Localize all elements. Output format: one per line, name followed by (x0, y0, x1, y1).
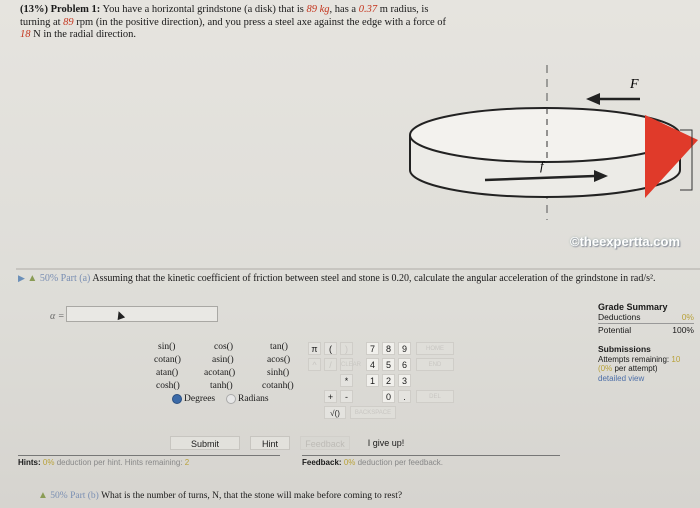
tanh-button[interactable]: tanh() (210, 381, 233, 391)
rpm-value: 89 (63, 16, 74, 28)
give-up-button[interactable]: I give up! (367, 438, 405, 448)
grade-summary (598, 302, 694, 335)
pi-key[interactable]: π (308, 342, 321, 355)
part-a-divider (16, 268, 700, 270)
clear-key[interactable]: CLEAR (340, 358, 353, 371)
radians-option[interactable] (226, 394, 269, 404)
minus-key[interactable]: - (340, 390, 353, 403)
hints-text: deduction per hint. Hints remaining: (56, 458, 183, 467)
hints-label: Hints: (18, 458, 41, 467)
asin-button[interactable]: asin() (212, 355, 234, 365)
key-3[interactable]: 3 (398, 374, 411, 387)
degrees-label: Degrees (184, 394, 216, 405)
submissions-panel (598, 345, 698, 383)
feedback-text: deduction per feedback. (357, 458, 444, 467)
problem-statement (20, 4, 450, 42)
per-attempt-text: per attempt) (614, 364, 658, 373)
key-8[interactable]: 8 (382, 342, 395, 355)
sinh-button[interactable]: sinh() (267, 368, 290, 378)
home-key[interactable]: HOME (416, 342, 454, 355)
grade-summary-title: Grade Summary (598, 302, 668, 312)
times-key[interactable]: * (340, 374, 353, 387)
submissions-title: Submissions (598, 344, 651, 354)
cos-button[interactable]: cos() (214, 342, 233, 352)
submit-button[interactable]: Submit (170, 436, 240, 450)
grade-divider (598, 323, 694, 324)
part-b-text: What is the number of turns, N, that the stone will make before coming to rest? (101, 491, 403, 501)
attempts-row (598, 355, 698, 365)
plus-key[interactable]: + (324, 390, 337, 403)
part-b-warning-icon: ▲ (38, 490, 48, 501)
deductions-row (598, 312, 694, 322)
force-value: 18 (20, 29, 31, 40)
problem-text-3: m radius, is turning at (20, 4, 429, 28)
expand-triangle-icon[interactable]: ▶ (18, 273, 25, 283)
attempts-label: Attempts remaining: (598, 354, 670, 364)
caret-key[interactable]: ^ (308, 358, 321, 371)
degrees-radio[interactable] (172, 394, 182, 404)
key-2[interactable]: 2 (382, 374, 395, 387)
cosh-button[interactable]: cosh() (156, 381, 180, 391)
part-b-percent: 50% (50, 491, 68, 501)
end-key[interactable]: END (416, 358, 454, 371)
part-b-label: Part (b) (70, 491, 99, 501)
cotanh-button[interactable]: cotanh() (262, 381, 294, 391)
problem-text-1: You have a horizontal grindstone (a disk) that is (102, 4, 304, 15)
key-1[interactable]: 1 (366, 374, 379, 387)
feedback-label: Feedback: (302, 458, 342, 467)
hint-button[interactable]: Hint (250, 436, 290, 450)
problem-text-2: , has a (329, 4, 357, 15)
key-0[interactable]: 0 (382, 390, 395, 403)
sin-button[interactable]: sin() (158, 342, 176, 352)
acos-button[interactable]: acos() (267, 355, 291, 365)
right-paren-key[interactable]: ) (340, 342, 353, 355)
degrees-option[interactable] (172, 394, 215, 404)
key-6[interactable]: 6 (398, 358, 411, 371)
warning-icon: ▲ (27, 273, 38, 284)
radians-radio[interactable] (226, 394, 236, 404)
potential-label: Potential (598, 325, 632, 335)
copyright-watermark: ©theexpertta.com (570, 234, 680, 249)
del-key[interactable]: DEL (416, 390, 454, 403)
key-7[interactable]: 7 (366, 342, 379, 355)
sqrt-key[interactable]: √() (324, 406, 346, 419)
cotan-button[interactable]: cotan() (154, 355, 181, 365)
mass-value: 89 kg (306, 4, 330, 15)
potential-value: 100% (672, 325, 694, 335)
answer-label: α = (50, 311, 65, 322)
key-5[interactable]: 5 (382, 358, 395, 371)
tan-button[interactable]: tan() (270, 342, 288, 352)
part-a-label: Part (a) (60, 273, 91, 284)
per-attempt-pct: (0% (598, 364, 613, 373)
radians-label: Radians (238, 394, 269, 405)
attempts-value: 10 (671, 354, 681, 364)
deductions-value: 0% (681, 312, 694, 322)
radius-value: 0.37 (358, 4, 378, 15)
deductions-label: Deductions (598, 312, 641, 322)
slash-key[interactable]: / (324, 358, 337, 371)
problem-text-4: rpm (in the positive direction), and you press a steel axe against the edge with a force of (76, 16, 447, 28)
hints-pct: 0% (42, 458, 55, 467)
feedback-bar (302, 455, 560, 467)
part-a-percent: 50% (39, 273, 59, 284)
dot-key[interactable]: . (398, 390, 411, 403)
part-b-question[interactable] (38, 490, 402, 501)
hints-remaining: 2 (184, 458, 190, 467)
problem-header: (13%) Problem 1: (20, 4, 101, 15)
answer-input[interactable] (66, 306, 218, 322)
problem-text-5: N in the radial direction. (33, 29, 137, 40)
friction-arrow-label: f (540, 158, 544, 173)
left-paren-key[interactable]: ( (324, 342, 337, 355)
backspace-key[interactable]: BACKSPACE (350, 406, 396, 419)
grindstone-figure (380, 60, 700, 260)
part-a-text: Assuming that the kinetic coefficient of friction between steel and stone is 0.20, calculate the angular acceleration of the grindstone in rad/s². (92, 273, 656, 284)
hints-bar (18, 455, 280, 467)
potential-row (598, 325, 694, 335)
key-4[interactable]: 4 (366, 358, 379, 371)
detailed-view-link[interactable]: detailed view (598, 373, 645, 383)
acotan-button[interactable]: acotan() (204, 368, 236, 378)
feedback-pct: 0% (343, 458, 356, 467)
part-a-question (18, 272, 668, 285)
force-arrow-label: F (630, 77, 639, 92)
feedback-button[interactable]: Feedback (300, 436, 350, 450)
atan-button[interactable]: atan() (156, 368, 179, 378)
per-attempt-row (598, 364, 698, 374)
key-9[interactable]: 9 (398, 342, 411, 355)
